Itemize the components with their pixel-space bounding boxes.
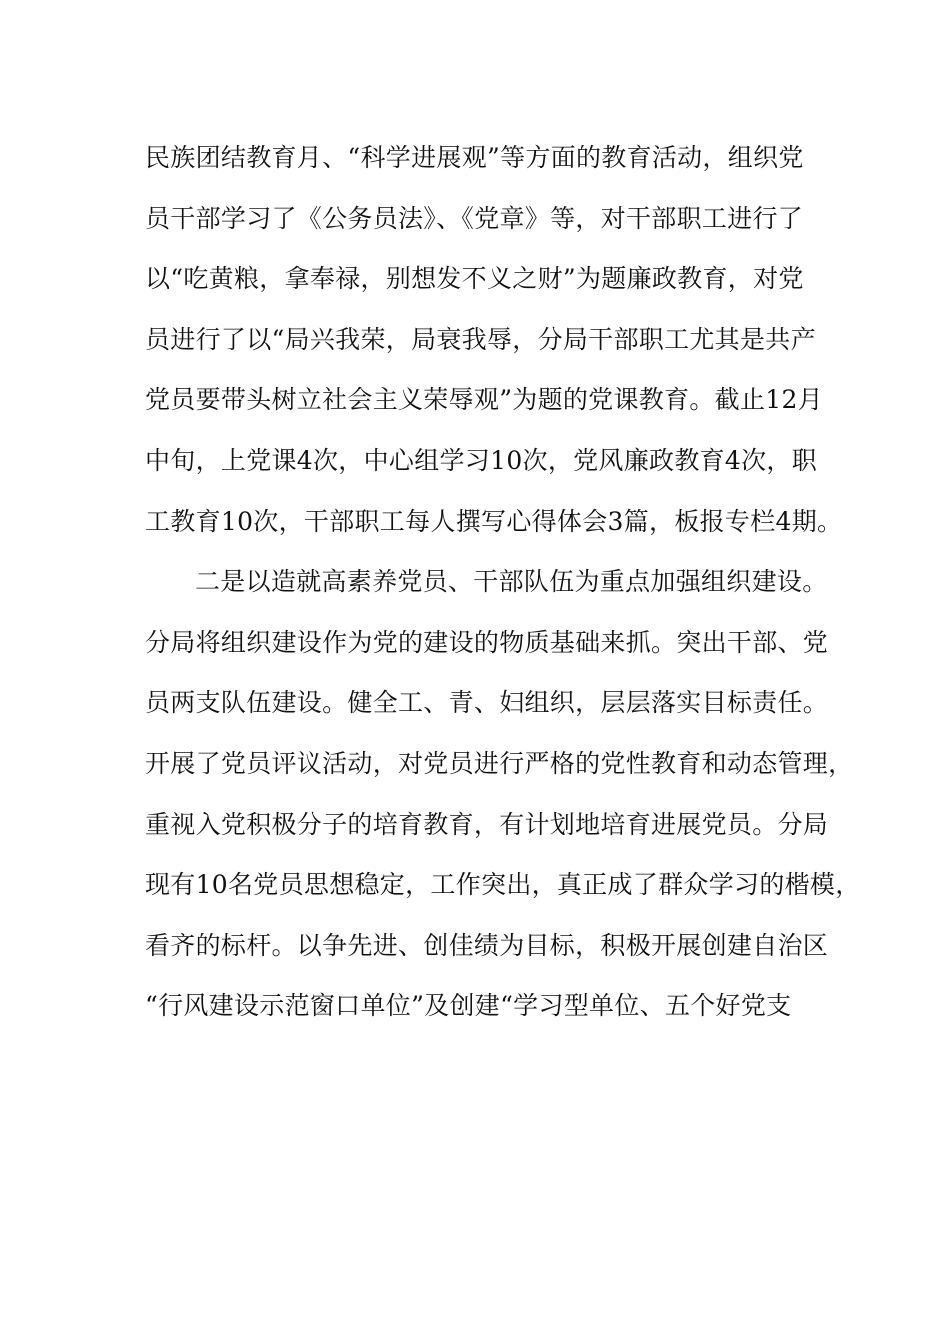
body-text: [145, 128, 861, 1037]
text-line-2: 员干部学习了《公务员法》、《党章》等，对干部职工进行了: [145, 203, 804, 233]
text-line-6: 中旬，上党课4次，中心组学习10次，党风廉政教育4次，职: [145, 445, 818, 475]
text-line-8-paragraph-start: 二是以造就高素养党员、干部队伍为重点加强组织建设。: [195, 567, 828, 597]
text-line-9: 分局将组织建设作为党的建设的物质基础来抓。突出干部、党: [145, 627, 829, 657]
text-line-1: 民族团结教育月、“科学进展观”等方面的教育活动，组织党: [145, 143, 804, 172]
text-line-15: “行风建设示范窗口单位”及创建“学习型单位、五个好党支: [145, 991, 792, 1021]
text-line-5: 党员要带头树立社会主义荣辱观”为题的党课教育。截止12月: [145, 385, 823, 415]
text-line-10: 员两支队伍建设。健全工、青、妇组织，层层落实目标责任。: [145, 688, 829, 718]
text-line-3: 以“吃黄粮，拿奉禄，别想发不义之财”为题廉政教育，对党: [145, 264, 804, 294]
text-line-7: 工教育10次，干部职工每人撰写心得体会3篇，板报专栏4期。: [145, 506, 843, 536]
text-line-14: 看齐的标杆。以争先进、创佳绩为目标，积极开展创建自治区: [145, 930, 829, 960]
text-line-12: 重视入党积极分子的培育教育，有计划地培育进展党员。分局: [145, 809, 829, 839]
text-line-13: 现有10名党员思想稳定，工作突出，真正成了群众学习的楷模，: [145, 870, 861, 900]
text-line-4: 员进行了以“局兴我荣，局衰我辱，分局干部职工尤其是共产: [145, 324, 816, 354]
text-line-11: 开展了党员评议活动，对党员进行严格的党性教育和动态管理，: [145, 748, 854, 778]
